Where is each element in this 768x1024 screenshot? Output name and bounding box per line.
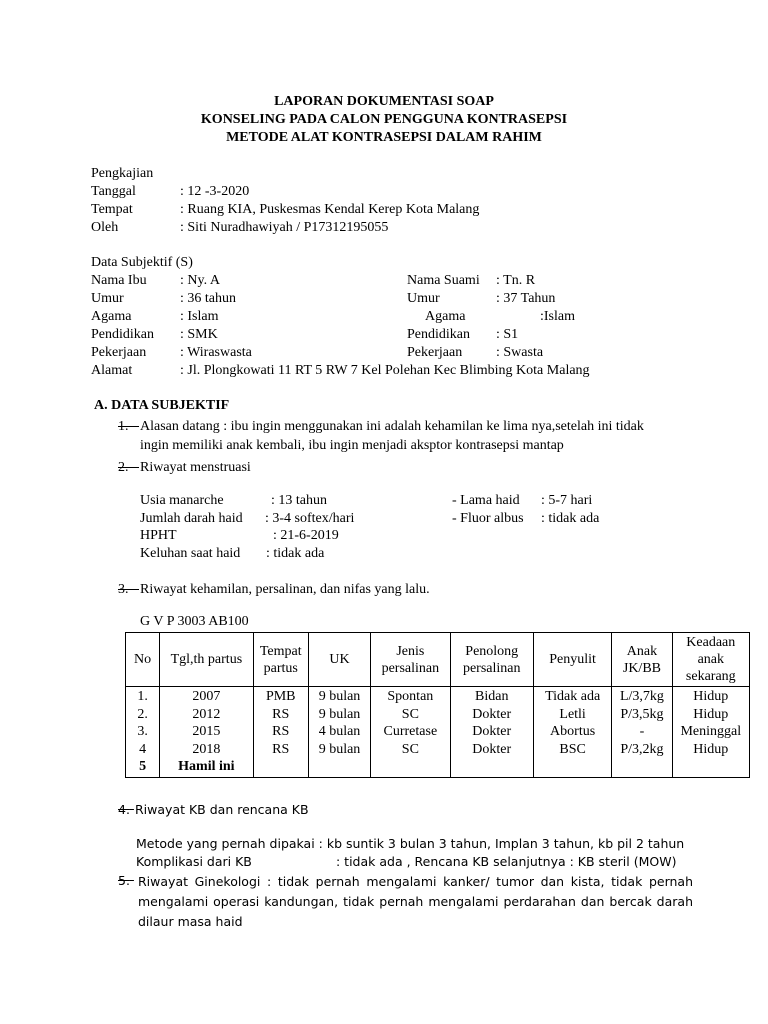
table-cell: Dokter bbox=[472, 706, 512, 722]
identitas-heading: Data Subjektif (S) bbox=[91, 255, 193, 270]
pengkajian-label-tanggal: Tanggal bbox=[91, 184, 136, 199]
table-cell: - bbox=[639, 724, 645, 739]
menstruasi-label-lama-haid: - Lama haid bbox=[452, 493, 520, 508]
suami-value-pekerjaan: : Swasta bbox=[496, 345, 544, 360]
table-cell: 2. bbox=[137, 706, 148, 722]
col-header-tempat-partus: Tempat partus bbox=[253, 633, 308, 687]
ibu-value-alamat: : Jl. Plongkowati 11 RT 5 RW 7 Kel Polehan Kec Blimbing Kota Malang bbox=[180, 363, 590, 378]
suami-label-umur: Umur bbox=[407, 291, 440, 306]
menstruasi-value-keluhan: : tidak ada bbox=[266, 546, 325, 561]
menstruasi-label-jumlah-darah: Jumlah darah haid bbox=[140, 511, 243, 526]
table-cell: BSC bbox=[559, 741, 586, 757]
table-cell: L/3,7kg bbox=[619, 689, 664, 704]
col-header-anak-jk-bb: Anak JK/BB bbox=[612, 633, 672, 687]
table-cell-empty bbox=[614, 758, 669, 776]
menstruasi-value-lama-haid: : 5-7 hari bbox=[541, 493, 593, 508]
table-cell: 9 bulan bbox=[318, 689, 361, 704]
kb-komplikasi-value: : tidak ada , Rencana KB selanjutnya : KB steril (MOW) bbox=[336, 854, 677, 869]
table-cell: 3. bbox=[137, 724, 148, 739]
ibu-value-pendidikan: : SMK bbox=[180, 327, 218, 342]
table-cell: 4 bulan bbox=[318, 724, 361, 739]
col-header-no: No bbox=[126, 633, 160, 687]
table-row bbox=[126, 687, 750, 778]
cell-anak-jk-bb bbox=[612, 687, 672, 778]
table-cell: Tidak ada bbox=[545, 689, 601, 704]
ibu-label-umur: Umur bbox=[91, 291, 124, 306]
current-pregnancy-no: 5 bbox=[139, 759, 147, 774]
table-cell-empty bbox=[373, 758, 447, 776]
ibu-label-alamat: Alamat bbox=[91, 363, 133, 378]
table-cell: Meninggal bbox=[680, 724, 742, 739]
item-3-number: 3. bbox=[118, 582, 129, 597]
table-cell-empty bbox=[675, 758, 747, 776]
cell-penyulit bbox=[533, 687, 611, 778]
table-cell: Letli bbox=[559, 706, 586, 722]
pengkajian-value-tempat: : Ruang KIA, Puskesmas Kendal Kerep Kota Malang bbox=[180, 202, 480, 217]
item-5-text: Riwayat Ginekologi : tidak pernah mengalami kanker/ tumor dan kista, tidak pernah mengalami operasi kandungan, tidak pernah mengalami perdarahan dan bercak darah dilaur masa haid bbox=[138, 874, 693, 929]
table-cell-empty bbox=[256, 758, 306, 776]
title-line-3: METODE ALAT KONTRASEPSI DALAM RAHIM bbox=[226, 130, 542, 145]
table-cell: SC bbox=[401, 741, 419, 757]
ibu-label-nama: Nama Ibu bbox=[91, 273, 147, 288]
suami-value-agama: :Islam bbox=[540, 309, 575, 324]
table-cell: 2012 bbox=[192, 706, 221, 722]
section-a-heading: A. DATA SUBJEKTIF bbox=[94, 398, 230, 413]
table-cell: Abortus bbox=[550, 724, 596, 739]
cell-penolong-persalinan bbox=[450, 687, 533, 778]
item-2-number: 2. bbox=[118, 460, 129, 475]
pengkajian-label-oleh: Oleh bbox=[91, 220, 119, 235]
cell-tempat-partus bbox=[253, 687, 308, 778]
table-cell: Hidup bbox=[693, 741, 729, 757]
suami-value-pendidikan: : S1 bbox=[496, 327, 519, 342]
title-line-1: LAPORAN DOKUMENTASI SOAP bbox=[274, 94, 494, 109]
ibu-value-nama: : Ny. A bbox=[180, 273, 220, 288]
suami-value-umur: : 37 Tahun bbox=[496, 291, 556, 306]
col-header-tgl-partus: Tgl,th partus bbox=[160, 633, 253, 687]
title-line-2: KONSELING PADA CALON PENGGUNA KONTRASEPSI bbox=[200, 112, 568, 127]
gvp-formula: G V P 3003 AB100 bbox=[140, 614, 249, 629]
col-header-keadaan-anak: Keadaan anak sekarang bbox=[672, 633, 749, 687]
cell-jenis-persalinan bbox=[371, 687, 450, 778]
suami-label-pendidikan: Pendidikan bbox=[407, 327, 470, 342]
table-cell: SC bbox=[401, 706, 419, 722]
ibu-value-pekerjaan: : Wiraswasta bbox=[180, 345, 252, 360]
table-cell: 9 bulan bbox=[318, 706, 361, 722]
menstruasi-label-hpht: HPHT bbox=[140, 528, 177, 543]
table-cell-empty bbox=[536, 758, 609, 776]
table-cell: PMB bbox=[265, 689, 296, 704]
table-cell: RS bbox=[272, 706, 290, 722]
table-cell-empty bbox=[453, 758, 531, 776]
table-cell: Spontan bbox=[387, 689, 434, 704]
ibu-label-agama: Agama bbox=[91, 309, 132, 324]
cell-tgl-partus bbox=[160, 687, 253, 778]
table-cell: 2018 bbox=[192, 741, 221, 757]
item-2-title: Riwayat menstruasi bbox=[140, 460, 251, 475]
table-cell: Hidup bbox=[693, 706, 729, 722]
table-cell: Dokter bbox=[472, 724, 512, 739]
item-4-title: Riwayat KB dan rencana KB bbox=[135, 802, 309, 817]
suami-label-agama: Agama bbox=[425, 309, 466, 324]
table-cell: P/3,2kg bbox=[620, 741, 664, 757]
menstruasi-label-fluor-albus: - Fluor albus bbox=[452, 511, 524, 526]
table-cell: Hidup bbox=[693, 689, 729, 704]
suami-value-nama: : Tn. R bbox=[496, 273, 536, 288]
suami-label-nama: Nama Suami bbox=[407, 273, 480, 288]
pengkajian-label-tempat: Tempat bbox=[91, 202, 133, 217]
table-cell: Bidan bbox=[475, 689, 509, 704]
col-header-jenis-persalinan: Jenis persalinan bbox=[371, 633, 450, 687]
table-header-row bbox=[126, 633, 750, 687]
menstruasi-value-hpht: : 21-6-2019 bbox=[273, 528, 339, 543]
cell-no bbox=[126, 687, 160, 778]
table-cell: 4 bbox=[139, 741, 147, 757]
table-cell: Dokter bbox=[472, 741, 512, 757]
menstruasi-value-jumlah-darah: : 3-4 softex/hari bbox=[265, 511, 355, 526]
item-1-line-2: ingin memiliki anak kembali, ibu ingin menjadi aksptor kontrasepsi mantap bbox=[140, 438, 564, 453]
cell-keadaan-anak bbox=[672, 687, 749, 778]
item-3-title: Riwayat kehamilan, persalinan, dan nifas yang lalu. bbox=[140, 582, 430, 597]
kb-komplikasi-label: Komplikasi dari KB bbox=[136, 854, 252, 869]
ibu-value-agama: : Islam bbox=[180, 309, 219, 324]
table-cell: 2015 bbox=[192, 724, 221, 739]
pengkajian-value-tanggal: : 12 -3-2020 bbox=[180, 184, 250, 199]
menstruasi-label-keluhan: Keluhan saat haid bbox=[140, 546, 241, 561]
ibu-value-umur: : 36 tahun bbox=[180, 291, 236, 306]
col-header-penolong-persalinan: Penolong persalinan bbox=[450, 633, 533, 687]
menstruasi-value-fluor-albus: : tidak ada bbox=[541, 511, 600, 526]
col-header-penyulit: Penyulit bbox=[533, 633, 611, 687]
item-5-number: 5. bbox=[118, 873, 130, 888]
item-1-number: 1. bbox=[118, 419, 129, 434]
ibu-label-pekerjaan: Pekerjaan bbox=[91, 345, 147, 360]
obstetric-history-table bbox=[125, 632, 750, 778]
pengkajian-value-oleh: : Siti Nuradhawiyah / P17312195055 bbox=[180, 220, 389, 235]
ibu-label-pendidikan: Pendidikan bbox=[91, 327, 154, 342]
current-pregnancy-label: Hamil ini bbox=[178, 759, 235, 774]
table-cell: P/3,5kg bbox=[620, 706, 664, 722]
item-4-number: 4. bbox=[118, 802, 130, 817]
table-cell: RS bbox=[272, 741, 290, 757]
table-cell: Curretase bbox=[383, 724, 438, 739]
table-cell: RS bbox=[272, 724, 290, 739]
cell-uk bbox=[308, 687, 370, 778]
pengkajian-heading: Pengkajian bbox=[91, 166, 154, 181]
table-cell: 1. bbox=[137, 689, 148, 704]
col-header-uk: UK bbox=[308, 633, 370, 687]
menstruasi-value-usia-manarche: : 13 tahun bbox=[271, 493, 327, 508]
table-cell: 2007 bbox=[192, 689, 221, 704]
menstruasi-label-usia-manarche: Usia manarche bbox=[140, 493, 224, 508]
table-cell: 9 bulan bbox=[318, 741, 361, 757]
kb-metode-line: Metode yang pernah dipakai : kb suntik 3 bulan 3 tahun, Implan 3 tahun, kb pil 2 tahun bbox=[136, 836, 685, 851]
suami-label-pekerjaan: Pekerjaan bbox=[407, 345, 463, 360]
item-1-line-1: Alasan datang : ibu ingin menggunakan ini adalah kehamilan ke lima nya,setelah ini tidak bbox=[140, 419, 644, 434]
table-cell-empty bbox=[311, 758, 368, 776]
